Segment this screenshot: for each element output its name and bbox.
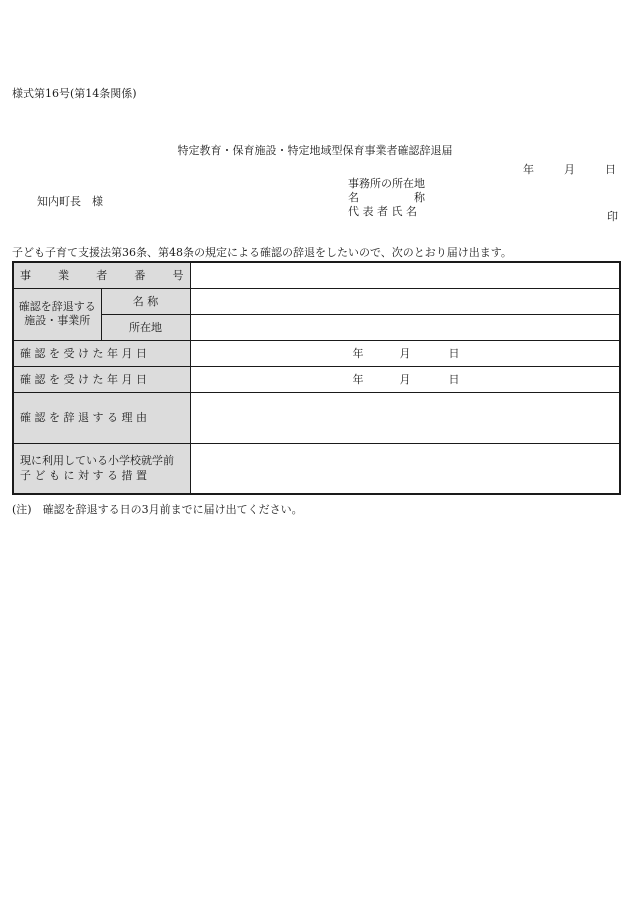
date-month: 月 bbox=[399, 347, 411, 360]
facility-name-label: 名 称 bbox=[101, 288, 190, 314]
applicant-block bbox=[348, 177, 425, 219]
measures-label-cell bbox=[13, 443, 190, 494]
footnote: (注) 確認を辞退する日の3月前までに届け出てください。 bbox=[12, 503, 303, 516]
facility-group-label-line1: 確認を辞退する bbox=[18, 300, 96, 313]
measures-label-line1: 現に利用している小学校就学前 bbox=[20, 454, 174, 468]
operator-number-label-char: 事 bbox=[20, 269, 31, 283]
facility-location-field[interactable] bbox=[190, 314, 620, 340]
document-title: 特定教育・保育施設・特定地域型保育事業者確認辞退届 bbox=[177, 144, 453, 157]
seal-mark: 印 bbox=[607, 210, 618, 223]
date-month: 月 bbox=[399, 373, 411, 386]
submission-date bbox=[519, 161, 616, 177]
withdrawal-reason-field[interactable] bbox=[190, 392, 620, 443]
form-number: 様式第16号(第14条関係) bbox=[12, 87, 137, 100]
statement-text: 子ども子育て支援法第36条、第48条の規定による確認の辞退をしたいので、次のとおり届け出ます。 bbox=[12, 246, 512, 259]
addressee: 知内町長 様 bbox=[37, 195, 103, 208]
date-year: 年 bbox=[523, 163, 534, 176]
facility-group-label-line2: 施設・事業所 bbox=[24, 314, 91, 327]
operator-number-field[interactable] bbox=[190, 262, 620, 288]
operator-number-label-char: 業 bbox=[58, 269, 70, 283]
withdrawal-form-table bbox=[12, 261, 621, 495]
table-row bbox=[13, 392, 620, 443]
date-day: 日 bbox=[605, 163, 616, 176]
office-address-label: 事務所の所在地 bbox=[348, 177, 425, 190]
facility-name-field[interactable] bbox=[190, 288, 620, 314]
table-row bbox=[13, 443, 620, 494]
measures-label-line2: 子 ど も に 対 す る 措 置 bbox=[20, 469, 147, 483]
facility-location-label: 所在地 bbox=[101, 314, 190, 340]
confirmed-date-field-1[interactable] bbox=[190, 340, 620, 366]
table-row bbox=[13, 366, 620, 392]
confirmed-date-label-2-cell bbox=[13, 366, 190, 392]
operator-number-label-char: 者 bbox=[96, 269, 108, 283]
table-row bbox=[13, 340, 620, 366]
table-row bbox=[13, 314, 620, 340]
confirmed-date-field-2[interactable] bbox=[190, 366, 620, 392]
facility-group-label-cell bbox=[13, 288, 101, 340]
date-year: 年 bbox=[352, 373, 364, 386]
date-day: 日 bbox=[448, 373, 460, 386]
operator-number-label bbox=[14, 267, 190, 283]
measures-label bbox=[14, 453, 190, 483]
confirmed-date-label-1-cell bbox=[13, 340, 190, 366]
date-month: 月 bbox=[564, 163, 575, 176]
withdrawal-reason-label-cell bbox=[13, 392, 190, 443]
table-row bbox=[13, 288, 620, 314]
operator-number-label-cell bbox=[13, 262, 190, 288]
withdrawal-reason-label: 確 認 を 辞 退 す る 理 由 bbox=[20, 411, 147, 424]
confirmed-date-label-2: 確 認 を 受 け た 年 月 日 bbox=[20, 372, 147, 386]
date-day: 日 bbox=[448, 347, 460, 360]
representative-label: 代 表 者 氏 名 bbox=[348, 205, 417, 218]
table-row bbox=[13, 262, 620, 288]
operator-number-label-char: 番 bbox=[134, 269, 146, 283]
measures-field[interactable] bbox=[190, 443, 620, 494]
confirmed-date-label-1: 確 認 を 受 け た 年 月 日 bbox=[20, 346, 147, 360]
operator-number-label-char: 号 bbox=[172, 269, 184, 283]
date-year: 年 bbox=[352, 347, 364, 360]
applicant-name-label: 名 称 bbox=[348, 191, 425, 204]
